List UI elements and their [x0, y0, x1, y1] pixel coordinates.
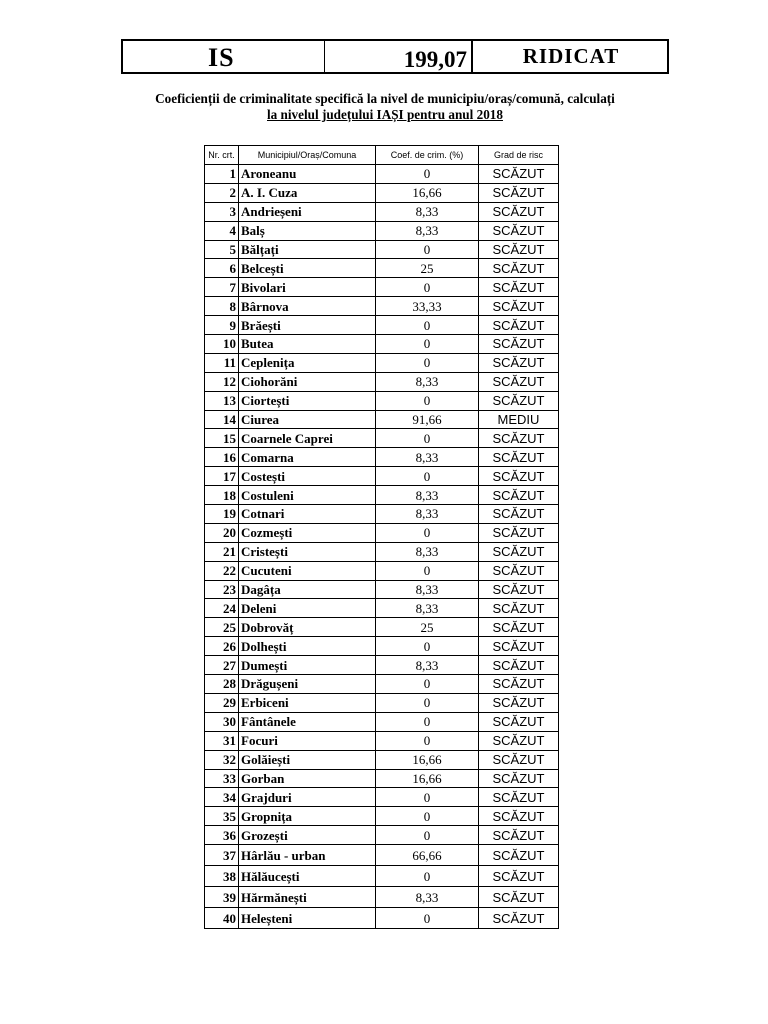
table-row	[205, 202, 559, 221]
crime-coefficient: 0	[376, 391, 479, 410]
locality-name: Fântânele	[239, 712, 376, 731]
row-number: 21	[205, 542, 239, 561]
crime-coefficient: 0	[376, 165, 479, 184]
crime-coefficient: 0	[376, 278, 479, 297]
row-number: 33	[205, 769, 239, 788]
crime-coefficient: 8,33	[376, 372, 479, 391]
table-row	[205, 221, 559, 240]
locality-name: Dagâța	[239, 580, 376, 599]
column-header-coefficient: Coef. de crim. (%)	[376, 146, 479, 165]
table-row	[205, 486, 559, 505]
locality-name: Bârnova	[239, 297, 376, 316]
row-number: 40	[205, 908, 239, 929]
row-number: 25	[205, 618, 239, 637]
row-number: 3	[205, 202, 239, 221]
locality-name: Bălțați	[239, 240, 376, 259]
crime-coefficient: 16,66	[376, 750, 479, 769]
locality-name: Hărmănești	[239, 887, 376, 908]
risk-grade: SCĂZUT	[479, 467, 559, 486]
row-number: 8	[205, 297, 239, 316]
table-row	[205, 656, 559, 675]
crime-coefficient: 8,33	[376, 221, 479, 240]
locality-name: Brăești	[239, 316, 376, 335]
summary-header	[121, 39, 669, 74]
table-row	[205, 807, 559, 826]
table-row	[205, 845, 559, 866]
risk-grade: SCĂZUT	[479, 826, 559, 845]
row-number: 32	[205, 750, 239, 769]
crime-coefficient: 0	[376, 429, 479, 448]
risk-grade: SCĂZUT	[479, 908, 559, 929]
row-number: 14	[205, 410, 239, 429]
row-number: 11	[205, 353, 239, 372]
crime-coefficient: 0	[376, 826, 479, 845]
risk-grade: SCĂZUT	[479, 448, 559, 467]
row-number: 26	[205, 637, 239, 656]
crime-coefficient: 0	[376, 731, 479, 750]
county-code: IS	[123, 41, 325, 72]
crime-coefficient: 66,66	[376, 845, 479, 866]
risk-grade: MEDIU	[479, 410, 559, 429]
table-row	[205, 523, 559, 542]
locality-name: Heleșteni	[239, 908, 376, 929]
risk-grade: SCĂZUT	[479, 887, 559, 908]
locality-name: Gorban	[239, 769, 376, 788]
locality-name: Balș	[239, 221, 376, 240]
locality-name: Focuri	[239, 731, 376, 750]
locality-name: Ciohorăni	[239, 372, 376, 391]
table-row	[205, 542, 559, 561]
row-number: 1	[205, 165, 239, 184]
risk-grade: SCĂZUT	[479, 278, 559, 297]
table-row	[205, 769, 559, 788]
crime-coefficient: 0	[376, 353, 479, 372]
row-number: 27	[205, 656, 239, 675]
risk-grade: SCĂZUT	[479, 542, 559, 561]
row-number: 30	[205, 712, 239, 731]
crime-coefficient: 16,66	[376, 769, 479, 788]
table-row	[205, 410, 559, 429]
locality-name: Grajduri	[239, 788, 376, 807]
crime-coefficient: 0	[376, 467, 479, 486]
locality-name: Hălăucești	[239, 866, 376, 887]
risk-grade: SCĂZUT	[479, 202, 559, 221]
table-row	[205, 259, 559, 278]
risk-grade: SCĂZUT	[479, 297, 559, 316]
document-title-line-2: la nivelul județului IAȘI pentru anul 2018	[267, 107, 503, 122]
crime-coefficient: 0	[376, 240, 479, 259]
risk-grade: SCĂZUT	[479, 807, 559, 826]
row-number: 19	[205, 505, 239, 524]
crime-coefficient: 8,33	[376, 580, 479, 599]
row-number: 4	[205, 221, 239, 240]
crime-coefficient: 8,33	[376, 505, 479, 524]
locality-name: Dumești	[239, 656, 376, 675]
crime-coefficient: 25	[376, 618, 479, 637]
crime-coefficient: 16,66	[376, 183, 479, 202]
risk-grade: SCĂZUT	[479, 769, 559, 788]
locality-name: Butea	[239, 335, 376, 354]
table-row	[205, 580, 559, 599]
crime-coefficient: 91,66	[376, 410, 479, 429]
risk-grade: SCĂZUT	[479, 618, 559, 637]
locality-name: Drăgușeni	[239, 675, 376, 694]
locality-name: Andrieșeni	[239, 202, 376, 221]
table-row	[205, 240, 559, 259]
locality-name: Bivolari	[239, 278, 376, 297]
table-row	[205, 866, 559, 887]
risk-grade: SCĂZUT	[479, 561, 559, 580]
locality-name: Ciurea	[239, 410, 376, 429]
risk-grade: SCĂZUT	[479, 221, 559, 240]
locality-name: Cozmești	[239, 523, 376, 542]
risk-grade: SCĂZUT	[479, 353, 559, 372]
table-row	[205, 908, 559, 929]
locality-name: Deleni	[239, 599, 376, 618]
risk-grade: SCĂZUT	[479, 259, 559, 278]
risk-grade: SCĂZUT	[479, 731, 559, 750]
locality-name: Aroneanu	[239, 165, 376, 184]
table-row	[205, 712, 559, 731]
table-row	[205, 788, 559, 807]
table-row	[205, 505, 559, 524]
crime-coefficient: 0	[376, 712, 479, 731]
row-number: 9	[205, 316, 239, 335]
locality-name: Golăiești	[239, 750, 376, 769]
crime-coefficient: 8,33	[376, 887, 479, 908]
row-number: 39	[205, 887, 239, 908]
risk-grade: SCĂZUT	[479, 165, 559, 184]
locality-name: Belcești	[239, 259, 376, 278]
risk-grade: SCĂZUT	[479, 693, 559, 712]
row-number: 34	[205, 788, 239, 807]
row-number: 15	[205, 429, 239, 448]
table-row	[205, 391, 559, 410]
table-row	[205, 826, 559, 845]
risk-grade: SCĂZUT	[479, 580, 559, 599]
table-row	[205, 731, 559, 750]
crime-coefficient: 0	[376, 561, 479, 580]
risk-grade: SCĂZUT	[479, 788, 559, 807]
table-row	[205, 561, 559, 580]
table-row	[205, 316, 559, 335]
county-coefficient: 199,07	[326, 41, 473, 72]
crime-coefficient: 8,33	[376, 542, 479, 561]
locality-name: Cucuteni	[239, 561, 376, 580]
locality-name: Cotnari	[239, 505, 376, 524]
risk-grade: SCĂZUT	[479, 391, 559, 410]
crime-coefficient: 0	[376, 637, 479, 656]
row-number: 23	[205, 580, 239, 599]
row-number: 29	[205, 693, 239, 712]
table-row	[205, 297, 559, 316]
row-number: 36	[205, 826, 239, 845]
crime-coefficient: 0	[376, 335, 479, 354]
risk-grade: SCĂZUT	[479, 316, 559, 335]
table-row	[205, 637, 559, 656]
table-row	[205, 448, 559, 467]
row-number: 16	[205, 448, 239, 467]
crime-coefficient: 0	[376, 693, 479, 712]
locality-name: Hârlău - urban	[239, 845, 376, 866]
risk-grade: SCĂZUT	[479, 637, 559, 656]
row-number: 24	[205, 599, 239, 618]
table-row	[205, 429, 559, 448]
table-row	[205, 335, 559, 354]
row-number: 7	[205, 278, 239, 297]
row-number: 22	[205, 561, 239, 580]
risk-grade: SCĂZUT	[479, 183, 559, 202]
row-number: 20	[205, 523, 239, 542]
locality-name: Cristești	[239, 542, 376, 561]
table-row	[205, 750, 559, 769]
row-number: 5	[205, 240, 239, 259]
crime-coefficient: 0	[376, 807, 479, 826]
locality-name: Ceplenița	[239, 353, 376, 372]
crime-coefficient-table	[204, 145, 559, 929]
locality-name: Grozești	[239, 826, 376, 845]
row-number: 13	[205, 391, 239, 410]
column-header-risk: Grad de risc	[479, 146, 559, 165]
row-number: 31	[205, 731, 239, 750]
locality-name: Comarna	[239, 448, 376, 467]
column-header-locality: Municipiul/Oraș/Comuna	[239, 146, 376, 165]
table-row	[205, 165, 559, 184]
row-number: 2	[205, 183, 239, 202]
table-row	[205, 599, 559, 618]
row-number: 38	[205, 866, 239, 887]
table-header-row	[205, 146, 559, 165]
column-header-nr: Nr. crt.	[205, 146, 239, 165]
crime-coefficient: 8,33	[376, 486, 479, 505]
table-row	[205, 887, 559, 908]
risk-grade: SCĂZUT	[479, 240, 559, 259]
row-number: 10	[205, 335, 239, 354]
table-row	[205, 467, 559, 486]
crime-coefficient: 0	[376, 788, 479, 807]
row-number: 28	[205, 675, 239, 694]
risk-grade: SCĂZUT	[479, 750, 559, 769]
crime-coefficient: 8,33	[376, 599, 479, 618]
risk-grade: SCĂZUT	[479, 675, 559, 694]
locality-name: Erbiceni	[239, 693, 376, 712]
crime-coefficient: 25	[376, 259, 479, 278]
table-row	[205, 278, 559, 297]
table-row	[205, 183, 559, 202]
locality-name: Coarnele Caprei	[239, 429, 376, 448]
crime-coefficient: 0	[376, 866, 479, 887]
row-number: 6	[205, 259, 239, 278]
risk-grade: SCĂZUT	[479, 845, 559, 866]
row-number: 12	[205, 372, 239, 391]
risk-grade: SCĂZUT	[479, 372, 559, 391]
risk-grade: SCĂZUT	[479, 523, 559, 542]
row-number: 37	[205, 845, 239, 866]
crime-coefficient: 33,33	[376, 297, 479, 316]
risk-grade: SCĂZUT	[479, 335, 559, 354]
risk-grade: SCĂZUT	[479, 656, 559, 675]
locality-name: Costuleni	[239, 486, 376, 505]
table-row	[205, 675, 559, 694]
risk-grade: SCĂZUT	[479, 599, 559, 618]
locality-name: A. I. Cuza	[239, 183, 376, 202]
row-number: 18	[205, 486, 239, 505]
crime-coefficient: 8,33	[376, 448, 479, 467]
table-row	[205, 618, 559, 637]
locality-name: Gropnița	[239, 807, 376, 826]
risk-grade: SCĂZUT	[479, 429, 559, 448]
row-number: 17	[205, 467, 239, 486]
crime-coefficient: 0	[376, 675, 479, 694]
risk-grade: SCĂZUT	[479, 712, 559, 731]
crime-coefficient: 8,33	[376, 202, 479, 221]
risk-grade: SCĂZUT	[479, 505, 559, 524]
crime-coefficient: 8,33	[376, 656, 479, 675]
table-body	[205, 165, 559, 929]
crime-coefficient: 0	[376, 908, 479, 929]
risk-grade: SCĂZUT	[479, 866, 559, 887]
table-row	[205, 372, 559, 391]
locality-name: Ciortești	[239, 391, 376, 410]
locality-name: Dobrovăț	[239, 618, 376, 637]
table-row	[205, 693, 559, 712]
row-number: 35	[205, 807, 239, 826]
document-title-line-1: Coeficienții de criminalitate specifică la nivel de municipiu/oraș/comună, calculați	[155, 91, 615, 106]
locality-name: Dolhești	[239, 637, 376, 656]
county-risk-level: RIDICAT	[522, 44, 620, 68]
risk-grade: SCĂZUT	[479, 486, 559, 505]
table-row	[205, 353, 559, 372]
crime-coefficient: 0	[376, 523, 479, 542]
crime-coefficient: 0	[376, 316, 479, 335]
locality-name: Costești	[239, 467, 376, 486]
